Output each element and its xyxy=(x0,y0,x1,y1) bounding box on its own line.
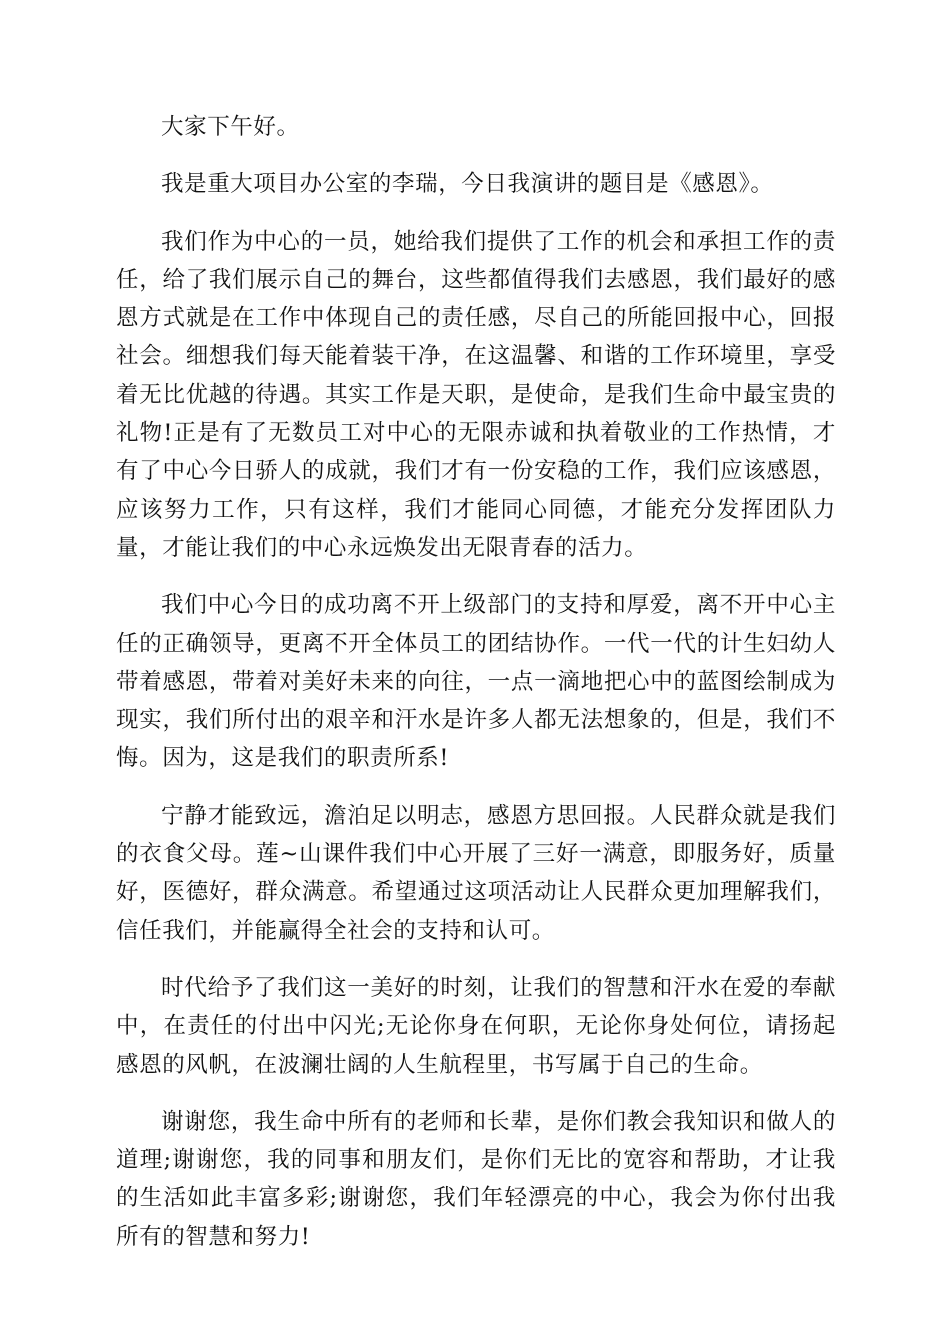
paragraph-body-4: 时代给予了我们这一美好的时刻，让我们的智慧和汗水在爱的奉献中，在责任的付出中闪光;无论你身在何职，无论你身处何位，请扬起感恩的风帆，在波澜壮阔的人生航程里，书写属于自己的生命。 xyxy=(116,974,836,1078)
paragraph-body-3: 宁静才能致远，澹泊足以明志，感恩方思回报。人民群众就是我们的衣食父母。莲~山课件我们中心开展了三好一满意，即服务好，质量好，医德好，群众满意。希望通过这项活动让人民群众更加理解我们，信任我们，并能赢得全社会的支持和认可。 xyxy=(116,802,836,944)
paragraph-body-1: 我们作为中心的一员，她给我们提供了工作的机会和承担工作的责任，给了我们展示自己的舞台，这些都值得我们去感恩，我们最好的感恩方式就是在工作中体现自己的责任感，尽自己的所能回报中心，回报社会。细想我们每天能着装干净，在这温馨、和谐的工作环境里，享受着无比优越的待遇。其实工作是天职，是使命，是我们生命中最宝贵的礼物!正是有了无数员工对中心的无限赤诚和执着敬业的工作热情，才有了中心今日骄人的成就，我们才有一份安稳的工作，我们应该感恩，应该努力工作，只有这样，我们才能同心同德，才能充分发挥团队力量，才能让我们的中心永远焕发出无限青春的活力。 xyxy=(116,228,836,561)
paragraph-body-2: 我们中心今日的成功离不开上级部门的支持和厚爱，离不开中心主任的正确领导，更离不开全体员工的团结协作。一代一代的计生妇幼人带着感恩，带着对美好未来的向往，一点一滴地把心中的蓝图绘制成为现实，我们所付出的艰辛和汗水是许多人都无法想象的，但是，我们不悔。因为，这是我们的职责所系! xyxy=(116,592,836,772)
paragraph-introduction: 我是重大项目办公室的李瑞，今日我演讲的题目是《感恩》。 xyxy=(161,171,774,198)
paragraph-closing: 谢谢您，我生命中所有的老师和长辈，是你们教会我知识和做人的道理;谢谢您，我的同事和朋友们，是你们无比的宽容和帮助，才让我的生活如此丰富多彩;谢谢您，我们年轻漂亮的中心，我会为你付出我所有的智慧和努力! xyxy=(116,1108,836,1250)
paragraph-greeting: 大家下午好。 xyxy=(161,114,300,140)
document-body xyxy=(116,108,836,1275)
